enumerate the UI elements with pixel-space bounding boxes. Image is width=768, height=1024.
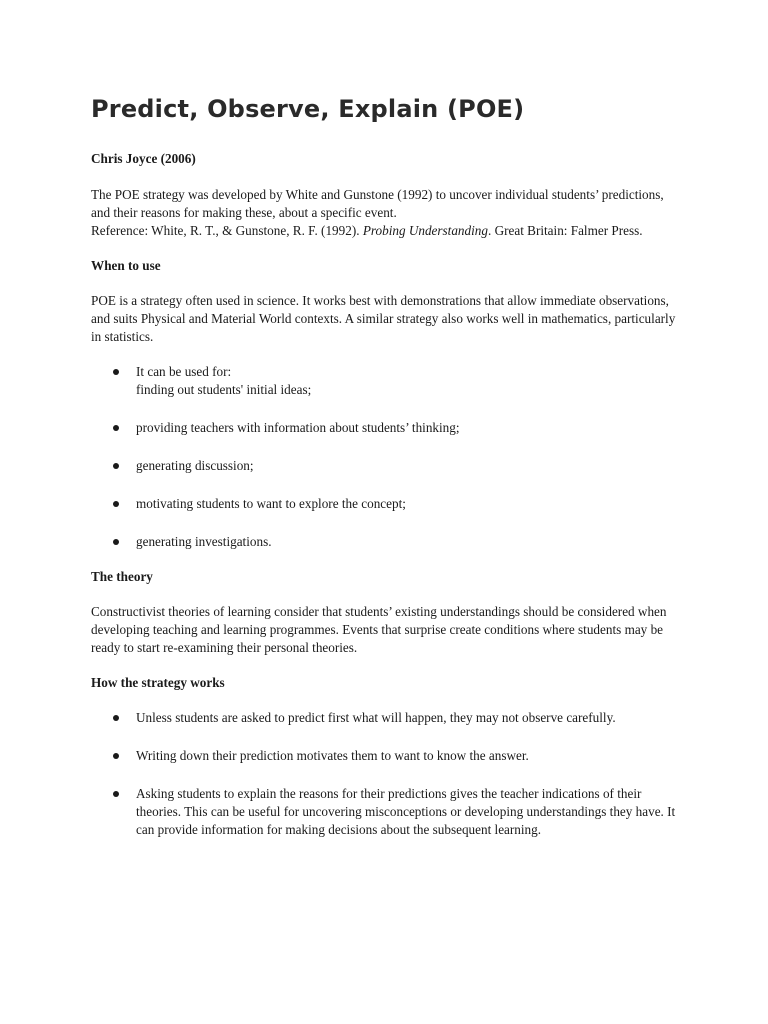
- reference-suffix: . Great Britain: Falmer Press.: [487, 223, 643, 238]
- how-it-works-list: [91, 709, 681, 839]
- list-item: [91, 709, 681, 727]
- list-item-text: Asking students to explain the reasons for their predictions gives the teacher indications of their theories. This can be useful for uncovering misconceptions or developing understandings they have. It can provide information for making decisions about the subsequent learning.: [136, 786, 676, 837]
- reference-prefix: Reference: White, R. T., & Gunstone, R. F. (1992).: [91, 223, 363, 238]
- list-item: [91, 457, 681, 475]
- when-to-use-heading: When to use: [91, 258, 161, 273]
- list-item-text: Unless students are asked to predict first what will happen, they may not observe carefully.: [136, 710, 616, 725]
- list-item: [91, 785, 681, 839]
- list-item-text: generating discussion;: [136, 458, 254, 473]
- bullet-icon: [113, 539, 119, 545]
- list-item-text: generating investigations.: [136, 534, 272, 549]
- uses-list: [91, 363, 681, 551]
- bullet-icon: [113, 369, 119, 375]
- intro-paragraph: [91, 186, 681, 240]
- author-line: Chris Joyce (2006): [91, 151, 196, 166]
- list-item: [91, 419, 681, 437]
- reference-book-title: Probing Understanding: [362, 223, 488, 238]
- list-item-text: motivating students to want to explore the concept;: [136, 496, 406, 511]
- theory-paragraph: Constructivist theories of learning consider that students’ existing understandings should be considered when developing teaching and learning programmes. Events that surprise create conditions where students may be ready to start re-examining their personal theories.: [91, 604, 667, 655]
- bullet-icon: [113, 715, 119, 721]
- theory-heading: The theory: [91, 569, 153, 584]
- when-to-use-paragraph: POE is a strategy often used in science. It works best with demonstrations that allow immediate observations, and suits Physical and Material World contexts. A similar strategy also works well in mathematics, particularly in statistics.: [91, 293, 676, 344]
- document-title: Predict, Observe, Explain (POE): [91, 95, 525, 123]
- bullet-icon: [113, 425, 119, 431]
- bullet-icon: [113, 753, 119, 759]
- list-item: [91, 747, 681, 765]
- bullet-icon: [113, 501, 119, 507]
- list-item-text: It can be used for:: [136, 364, 232, 379]
- list-item-text: providing teachers with information about students’ thinking;: [136, 420, 460, 435]
- list-item: [91, 533, 681, 551]
- list-item-subtext: finding out students' initial ideas;: [136, 382, 312, 397]
- intro-text: The POE strategy was developed by White and Gunstone (1992) to uncover individual students’ predictions, and their reasons for making these, about a specific event.: [91, 187, 664, 220]
- bullet-icon: [113, 791, 119, 797]
- document-page: [91, 90, 681, 856]
- list-item: [91, 363, 681, 399]
- list-item: [91, 495, 681, 513]
- how-it-works-heading: How the strategy works: [91, 675, 225, 690]
- bullet-icon: [113, 463, 119, 469]
- list-item-text: Writing down their prediction motivates them to want to know the answer.: [136, 748, 529, 763]
